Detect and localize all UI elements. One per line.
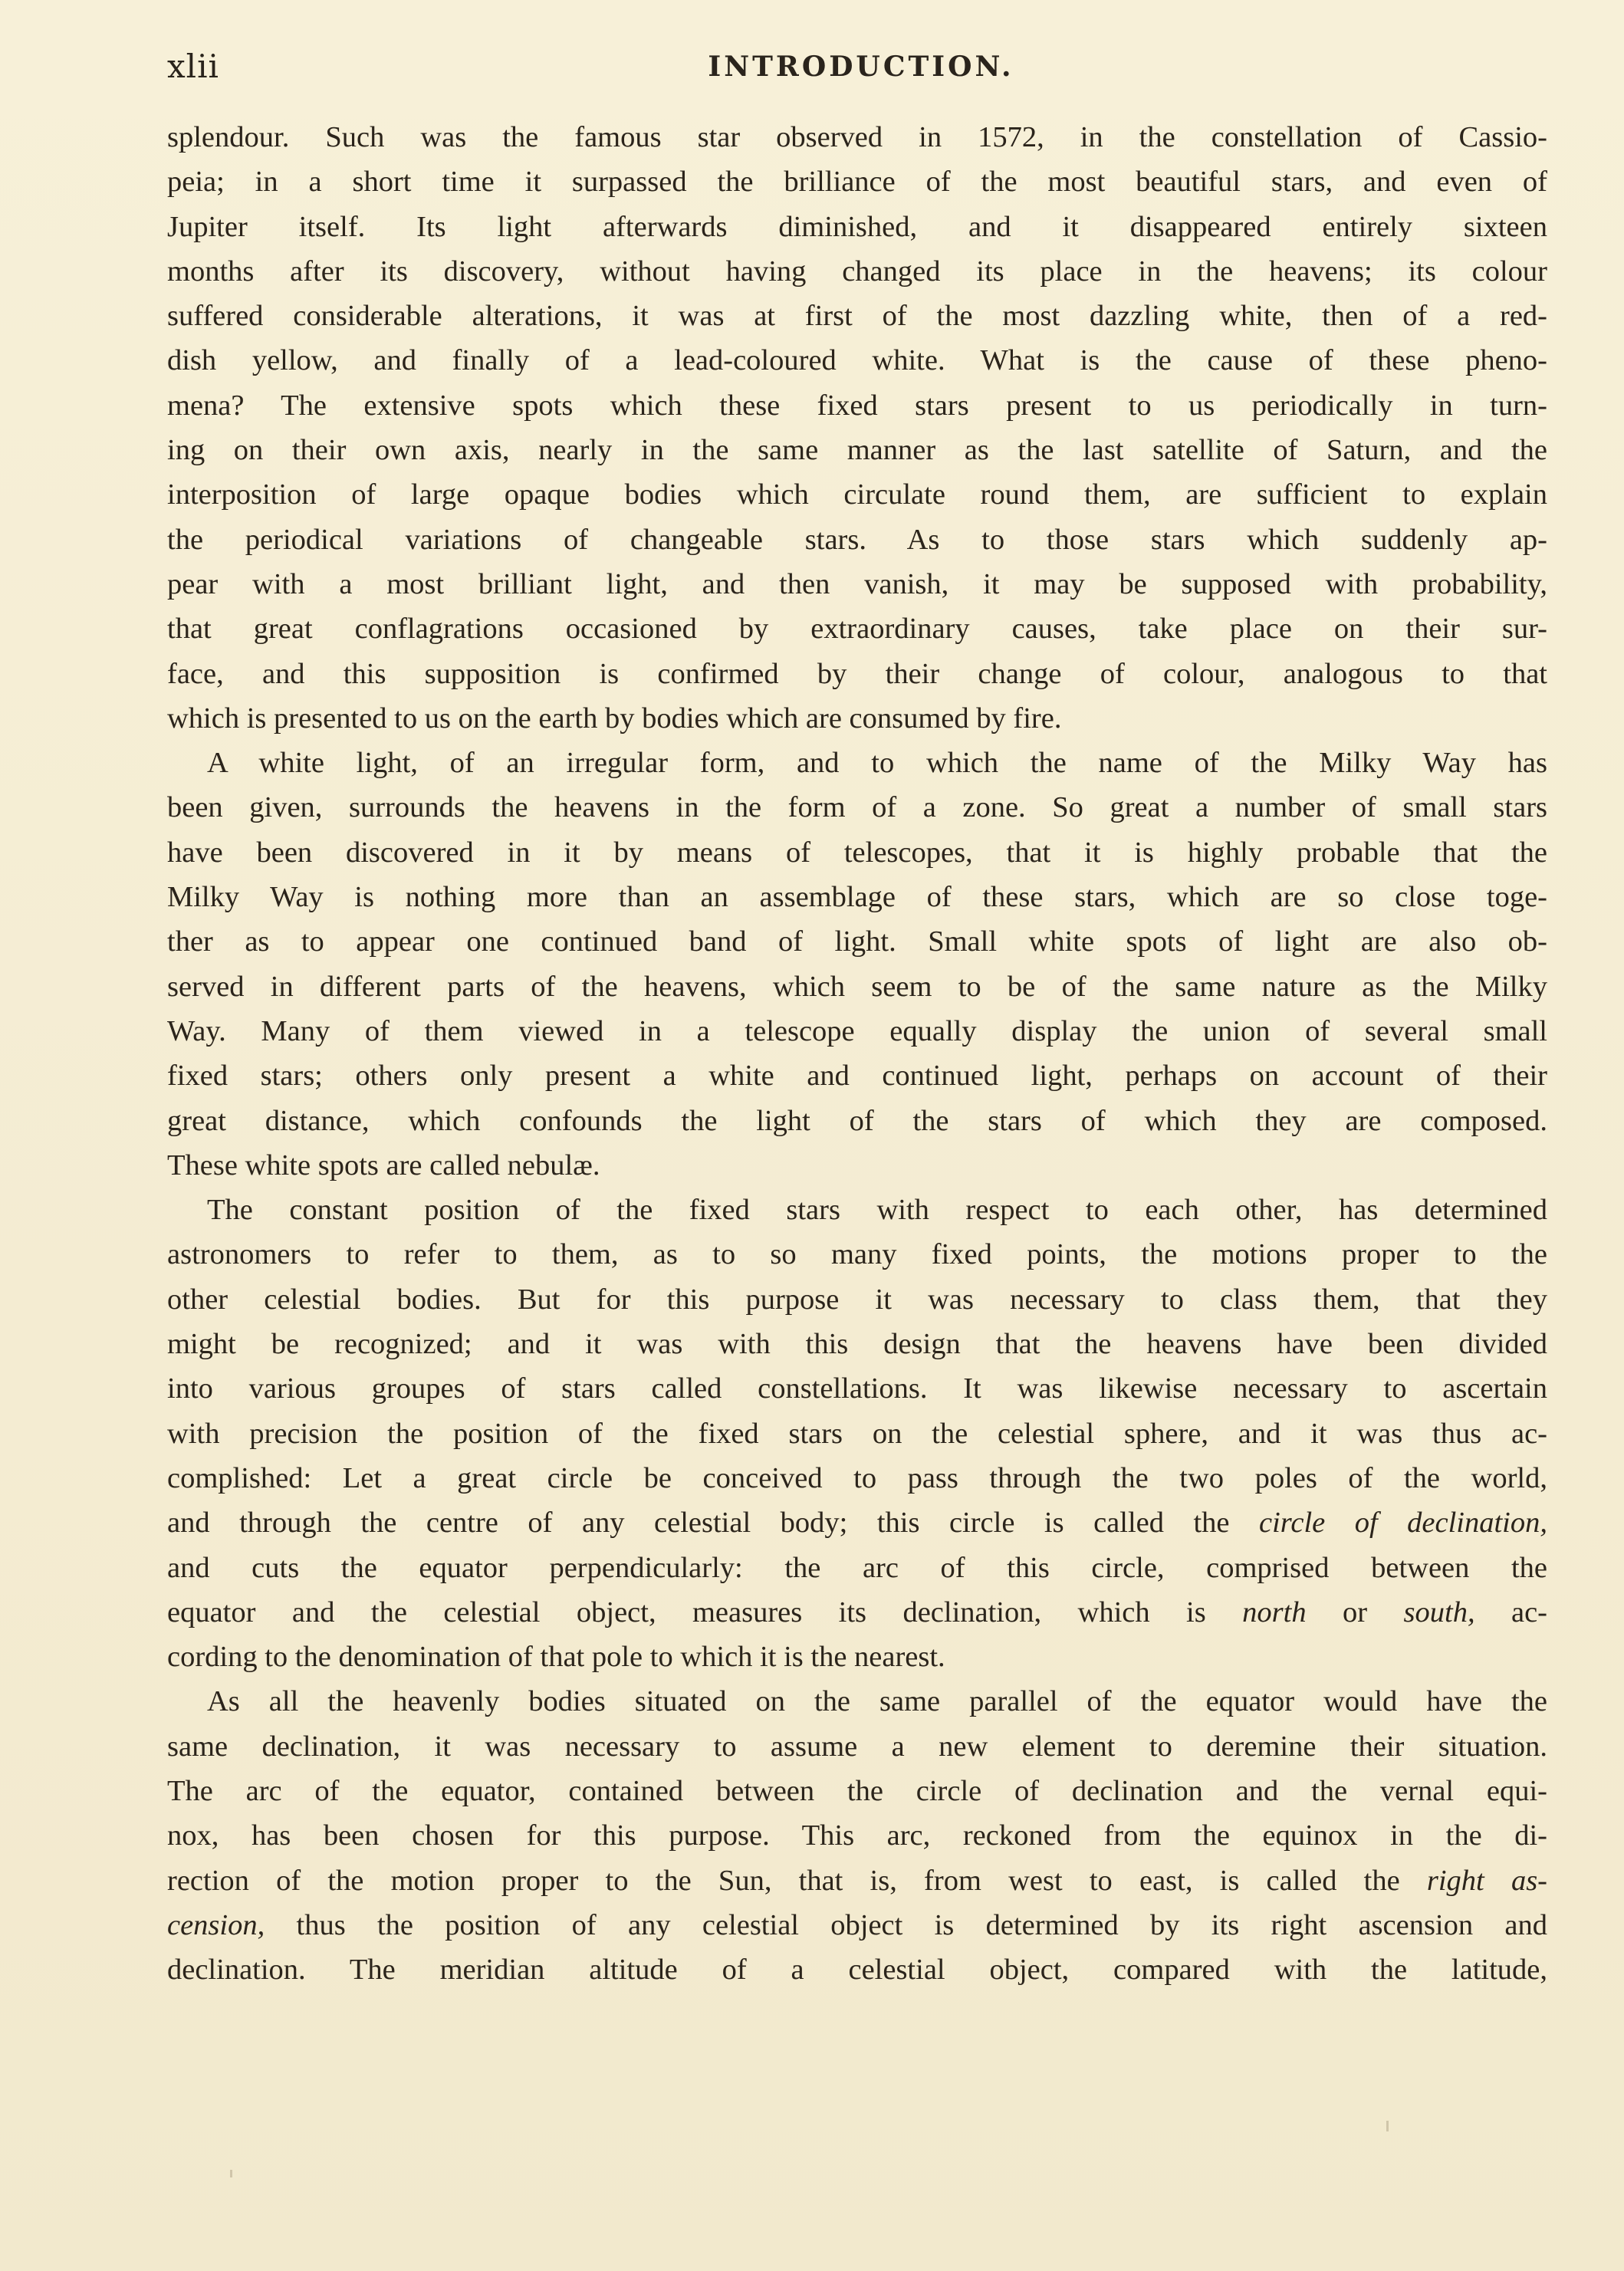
text-line: pear with a most brilliant light, and then vanish, it may be supposed with probability, <box>167 567 1547 600</box>
text-line: great distance, which confounds the light of the stars of which they are composed. <box>167 1104 1547 1137</box>
text-line: splendour. Such was the famous star observed in 1572, in the constellation of Cassio- <box>167 121 1547 153</box>
text-line: ther as to appear one continued band of light. Small white spots of light are also ob- <box>167 925 1547 958</box>
body-text <box>167 115 1547 1992</box>
text-line: served in different parts of the heavens, which seem to be of the same nature as the Milky <box>167 970 1547 1003</box>
text-line: nox, has been chosen for this purpose. This arc, reckoned from the equinox in the di- <box>167 1819 1547 1852</box>
text-line: Milky Way is nothing more than an assemblage of these stars, which are so close toge- <box>167 881 1547 914</box>
text-line: which is presented to us on the earth by bodies which are consumed by fire. <box>167 702 1062 735</box>
text-line: and cuts the equator perpendicularly: the arc of this circle, comprised between the <box>167 1551 1547 1584</box>
text-line: same declination, it was necessary to assume a new element to deremine their situation. <box>167 1730 1547 1763</box>
text-line: have been discovered in it by means of telescopes, that it is highly probable that the <box>167 836 1547 869</box>
text-line: cording to the denomination of that pole to which it is the nearest. <box>167 1641 945 1674</box>
text-line: dish yellow, and finally of a lead-coloured white. What is the cause of these pheno- <box>167 344 1547 377</box>
text-line: equator and the celestial object, measures its declination, which is north or south, ac- <box>167 1596 1547 1628</box>
text-line: interposition of large opaque bodies which circulate round them, are sufficient to explain <box>167 478 1547 511</box>
text-line: ing on their own axis, nearly in the same manner as the last satellite of Saturn, and the <box>167 434 1547 467</box>
text-line: complished: Let a great circle be conceived to pass through the two poles of the world, <box>167 1461 1547 1494</box>
page-number: xlii <box>167 48 219 85</box>
text-line: might be recognized; and it was with this design that the heavens have been divided <box>167 1328 1547 1361</box>
text-line: Jupiter itself. Its light afterwards diminished, and it disappeared entirely sixteen <box>167 210 1547 243</box>
text-line: astronomers to refer to them, as to so many fixed points, the motions proper to the <box>167 1238 1547 1271</box>
text-line: been given, surrounds the heavens in the form of a zone. So great a number of small stars <box>167 791 1547 824</box>
text-line: face, and this supposition is confirmed by their change of colour, analogous to that <box>167 657 1547 690</box>
text-line: rection of the motion proper to the Sun, that is, from west to east, is called the right as- <box>167 1864 1547 1897</box>
text-line: with precision the position of the fixed stars on the celestial sphere, and it was thus ac- <box>167 1417 1547 1450</box>
text-line: declination. The meridian altitude of a celestial object, compared with the latitude, <box>167 1954 1547 1987</box>
text-line: A white light, of an irregular form, and to which the name of the Milky Way has <box>207 747 1547 780</box>
print-fleck <box>1386 2121 1389 2131</box>
text-line: These white spots are called nebulæ. <box>167 1149 600 1182</box>
text-line: the periodical variations of changeable stars. As to those stars which suddenly ap- <box>167 523 1547 556</box>
page-header <box>167 48 1555 94</box>
text-line: The constant position of the fixed stars with respect to each other, has determined <box>207 1194 1547 1227</box>
print-fleck <box>230 2170 232 2177</box>
text-line: and through the centre of any celestial body; this circle is called the circle of declination, <box>167 1507 1547 1540</box>
text-line: months after its discovery, without having changed its place in the heavens; its colour <box>167 255 1547 288</box>
text-line: suffered considerable alterations, it was at first of the most dazzling white, then of a red- <box>167 300 1547 333</box>
text-line: mena? The extensive spots which these fixed stars present to us periodically in turn- <box>167 389 1547 422</box>
text-line: cension, thus the position of any celestial object is determined by its right ascension and <box>167 1908 1547 1941</box>
text-line: The arc of the equator, contained between the circle of declination and the vernal equi- <box>167 1774 1547 1807</box>
text-line: into various groupes of stars called constellations. It was likewise necessary to ascertain <box>167 1372 1547 1405</box>
text-line: other celestial bodies. But for this purpose it was necessary to class them, that they <box>167 1283 1547 1316</box>
text-line: As all the heavenly bodies situated on the same parallel of the equator would have the <box>207 1685 1547 1718</box>
text-line: Way. Many of them viewed in a telescope equally display the union of several small <box>167 1014 1547 1047</box>
text-line: fixed stars; others only present a white and continued light, perhaps on account of their <box>167 1060 1547 1093</box>
text-line: peia; in a short time it surpassed the brilliance of the most beautiful stars, and even of <box>167 166 1547 199</box>
text-line: that great conflagrations occasioned by extraordinary causes, take place on their sur- <box>167 613 1547 646</box>
running-head: INTRODUCTION. <box>708 51 1014 83</box>
